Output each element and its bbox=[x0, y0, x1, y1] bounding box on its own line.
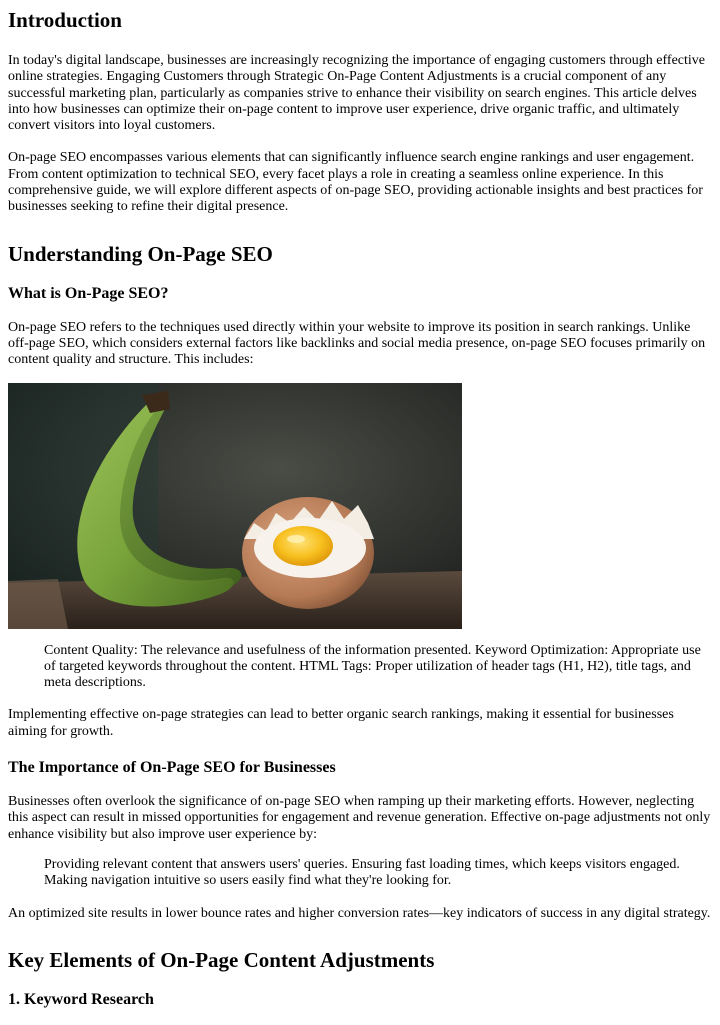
benefits-list: Providing relevant content that answers users' queries. Ensuring fast loading times, which keeps visitors engaged. Making navigation intuitive so users easily find what they're looking for. bbox=[44, 856, 680, 889]
heading-importance: The Importance of On-Page SEO for Businesses bbox=[8, 759, 336, 777]
optimized-paragraph: An optimized site results in lower bounce rates and higher conversion rates—key indicators of success in any digital strategy. bbox=[8, 905, 711, 921]
heading-key-elements: Key Elements of On-Page Content Adjustments bbox=[8, 947, 435, 972]
intro-paragraph-2: On-page SEO encompasses various elements that can significantly influence search engine rankings and user engagement. From content optimization to technical SEO, every facet plays a role in creating a seamless online experience. In this comprehensive guide, we will explore different aspects of on-page SEO, providing actionable insights and best practices for businesses seeking to refine their digital presence. bbox=[8, 150, 703, 215]
article bbox=[0, 8, 720, 1010]
heading-what-is-on-page-seo: What is On-Page SEO? bbox=[8, 284, 169, 302]
heading-understanding-on-page-seo: Understanding On-Page SEO bbox=[8, 241, 273, 266]
implementing-paragraph: Implementing effective on-page strategies can lead to better organic search rankings, making it essential for businesses aiming for growth. bbox=[8, 707, 674, 739]
includes-list: Content Quality: The relevance and usefulness of the information presented. Keyword Optimization: Appropriate use of targeted keywords throughout the content. HTML Tags: Proper utilization of header tags (H1, H2), title tags, and meta descriptions. bbox=[44, 642, 701, 691]
what-is-paragraph: On-page SEO refers to the techniques used directly within your website to improve its position in search rankings. Unlike off-page SEO, which considers external factors like backlinks and social media presence, on-page SEO focuses primarily on content quality and structure. This includes: bbox=[8, 319, 706, 368]
banana-and-egg-image bbox=[8, 383, 462, 629]
intro-paragraph-1: In today's digital landscape, businesses are increasingly recognizing the importance of engaging customers through effective online strategies. Engaging Customers through Strategic On-Page Content Adjustments is a crucial component of any successful marketing plan, particularly as companies strive to enhance their visibility on search engines. This article delves into how businesses can optimize their on-page content to improve user experience, drive organic traffic, and ultimately convert visitors into loyal customers. bbox=[8, 53, 705, 134]
heading-introduction: Introduction bbox=[8, 8, 122, 32]
heading-keyword-research: 1. Keyword Research bbox=[8, 990, 154, 1008]
importance-paragraph: Businesses often overlook the significance of on-page SEO when ramping up their marketing efforts. However, neglecting this aspect can result in missed opportunities for engagement and revenue generation. Effective on-page adjustments not only enhance visibility but also improve user experience by: bbox=[8, 794, 711, 842]
